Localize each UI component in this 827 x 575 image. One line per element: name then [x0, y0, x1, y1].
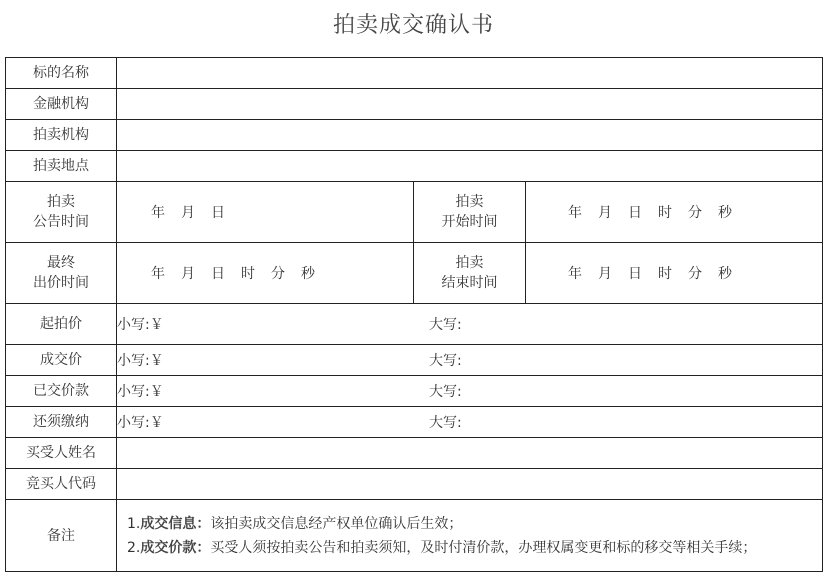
label-end-time — [414, 243, 526, 304]
field-financial-institution[interactable] — [117, 89, 823, 120]
amount-upper-label: 大写: — [429, 317, 462, 333]
label-start-time — [414, 182, 526, 243]
label-start-time-line2: 开始时间 — [441, 214, 498, 230]
unit-day: 日 — [211, 205, 225, 221]
remark-item-2-text: 买受人须按拍卖公告和拍卖须知，及时付清价款，办理权属变更和标的移交等相关手续； — [210, 539, 757, 556]
unit-month: 月 — [598, 266, 612, 282]
label-start-time-line1: 拍卖 — [455, 194, 484, 210]
row-paid-amount — [6, 376, 823, 407]
field-subject-name[interactable] — [117, 58, 823, 89]
remark-item-1-number: 1. — [127, 515, 141, 532]
unit-year: 年 — [568, 266, 582, 282]
field-bidder-code[interactable] — [117, 469, 823, 500]
unit-day: 日 — [628, 205, 642, 221]
label-auction-location: 拍卖地点 — [6, 151, 117, 182]
amount-upper-label: 大写: — [429, 353, 462, 369]
document-title: 拍卖成交确认书 — [332, 13, 494, 38]
field-end-time[interactable] — [526, 243, 823, 304]
label-announce-time — [6, 182, 117, 243]
remark-item-1-heading: 成交信息： — [140, 515, 211, 532]
confirmation-form-table — [5, 57, 823, 572]
label-bidder-code: 竞买人代码 — [6, 469, 117, 500]
unit-hour: 时 — [241, 266, 255, 282]
field-starting-price[interactable] — [117, 304, 823, 345]
label-final-bid-line1: 最终 — [47, 255, 75, 271]
field-announce-time[interactable] — [117, 182, 414, 243]
label-starting-price: 起拍价 — [6, 304, 117, 345]
field-start-time[interactable] — [526, 182, 823, 243]
label-remarks: 备注 — [6, 500, 117, 572]
remark-item-2-number: 2. — [127, 539, 141, 556]
row-remaining-amount — [6, 407, 823, 438]
remark-item-1-text: 该拍卖成交信息经产权单位确认后生效； — [210, 515, 463, 532]
row-bidder-code — [6, 469, 823, 500]
unit-year: 年 — [568, 205, 582, 221]
row-deal-price — [6, 345, 823, 376]
field-deal-price[interactable] — [117, 345, 823, 376]
label-announce-time-line1: 拍卖 — [47, 194, 75, 210]
field-auction-institution[interactable] — [117, 120, 823, 151]
unit-month: 月 — [181, 266, 195, 282]
row-subject-name — [6, 58, 823, 89]
row-remarks — [6, 500, 823, 572]
unit-second: 秒 — [301, 266, 315, 282]
field-final-bid-time[interactable] — [117, 243, 414, 304]
row-final-bid-end-time — [6, 243, 823, 304]
unit-year: 年 — [151, 205, 165, 221]
amount-upper-label: 大写: — [429, 384, 462, 400]
field-remaining-amount[interactable] — [117, 407, 823, 438]
unit-month: 月 — [598, 205, 612, 221]
unit-second: 秒 — [718, 266, 732, 282]
unit-year: 年 — [151, 266, 165, 282]
field-auction-location[interactable] — [117, 151, 823, 182]
label-final-bid-time — [6, 243, 117, 304]
row-auction-location — [6, 151, 823, 182]
unit-day: 日 — [628, 266, 642, 282]
label-remaining-amount: 还须缴纳 — [6, 407, 117, 438]
label-auction-institution: 拍卖机构 — [6, 120, 117, 151]
label-final-bid-line2: 出价时间 — [33, 275, 89, 291]
unit-second: 秒 — [718, 205, 732, 221]
label-financial-institution: 金融机构 — [6, 89, 117, 120]
unit-hour: 时 — [658, 205, 672, 221]
row-auction-institution — [6, 120, 823, 151]
label-announce-time-line2: 公告时间 — [33, 214, 89, 230]
label-subject-name: 标的名称 — [6, 58, 117, 89]
amount-lower-label: 小写:￥ — [117, 384, 164, 400]
row-financial-institution — [6, 89, 823, 120]
remark-item-2-heading: 成交价款： — [140, 539, 211, 556]
amount-lower-label: 小写:￥ — [117, 353, 164, 369]
row-announce-start-time — [6, 182, 823, 243]
row-buyer-name — [6, 438, 823, 469]
amount-lower-label: 小写:￥ — [117, 415, 164, 431]
label-paid-amount: 已交价款 — [6, 376, 117, 407]
remark-item-2 — [127, 536, 812, 560]
remark-item-1 — [127, 512, 812, 536]
unit-minute: 分 — [688, 205, 702, 221]
label-end-time-line1: 拍卖 — [455, 255, 484, 271]
unit-day: 日 — [211, 266, 225, 282]
row-starting-price — [6, 304, 823, 345]
field-remarks — [117, 500, 823, 572]
label-buyer-name: 买受人姓名 — [6, 438, 117, 469]
amount-lower-label: 小写:￥ — [117, 317, 164, 333]
unit-minute: 分 — [688, 266, 702, 282]
field-paid-amount[interactable] — [117, 376, 823, 407]
label-deal-price: 成交价 — [6, 345, 117, 376]
unit-hour: 时 — [658, 266, 672, 282]
unit-minute: 分 — [271, 266, 285, 282]
field-buyer-name[interactable] — [117, 438, 823, 469]
label-end-time-line2: 结束时间 — [441, 275, 498, 291]
amount-upper-label: 大写: — [429, 415, 462, 431]
unit-month: 月 — [181, 205, 195, 221]
